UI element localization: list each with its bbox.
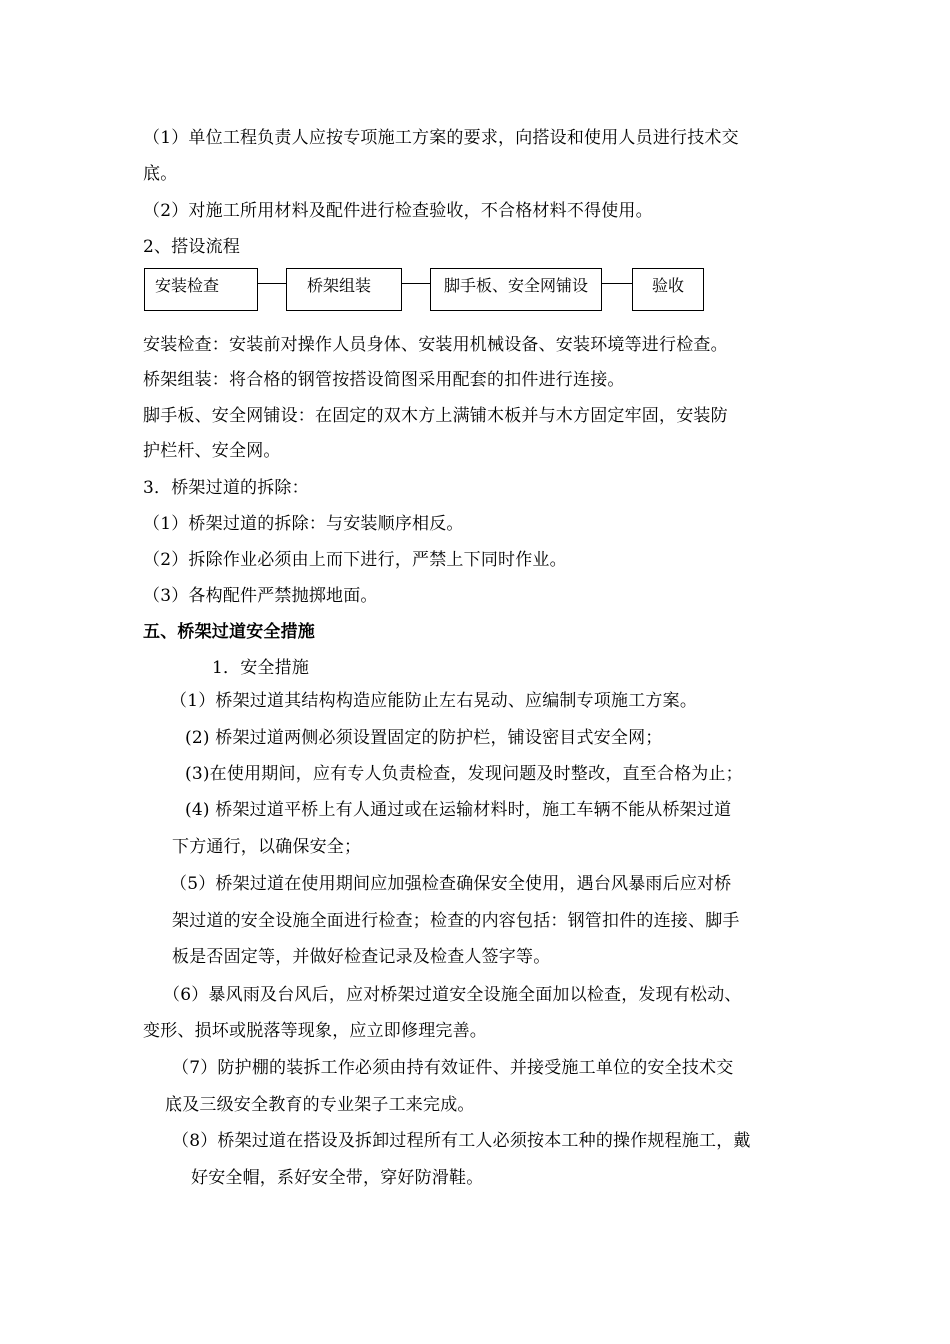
flow-step-install-check: 安装检查 [144, 268, 258, 311]
removal-item-2: （2）拆除作业必须由上而下进行，严禁上下同时作业。 [143, 550, 567, 570]
removal-item-3: （3）各构配件严禁抛掷地面。 [143, 586, 378, 606]
section-5-subtitle: 1．安全措施 [212, 658, 310, 678]
measure-7-line-2: 底及三级安全教育的专业架子工来完成。 [165, 1095, 475, 1115]
measure-4-line-2: 下方通行，以确保安全； [172, 837, 362, 857]
measure-5-line-3: 板是否固定等，并做好检查记录及检查人签字等。 [172, 947, 551, 967]
removal-title: 3．桥架过道的拆除： [143, 478, 309, 498]
measure-1: （1）桥架过道其结构构造应能防止左右晃动、应编制专项施工方案。 [170, 691, 698, 711]
measure-8-line-2: 好安全帽，系好安全带，穿好防滑鞋。 [191, 1168, 484, 1188]
measure-8-line-1: （8）桥架过道在搭设及拆卸过程所有工人必须按本工种的操作规程施工，戴 [172, 1131, 751, 1151]
flow-step-acceptance: 验收 [632, 268, 704, 311]
measure-5-line-2: 架过道的安全设施全面进行检查；检查的内容包括：钢管扣件的连接、脚手 [172, 911, 740, 931]
flow-connector-3 [602, 283, 632, 284]
paragraph-1-line-2: 底。 [143, 164, 178, 184]
measure-5-line-1: （5）桥架过道在使用期间应加强检查确保安全使用，遇台风暴雨后应对桥 [170, 874, 732, 894]
measure-2: (2) 桥架过道两侧必须设置固定的防护栏，铺设密目式安全网； [185, 728, 663, 748]
measure-7-line-1: （7）防护棚的装拆工作必须由持有效证件、并接受施工单位的安全技术交 [172, 1058, 734, 1078]
description-scaffold-line-2: 护栏杆、安全网。 [143, 441, 281, 461]
section-5-title: 五、桥架过道安全措施 [143, 622, 315, 642]
description-scaffold-line-1: 脚手板、安全网铺设：在固定的双木方上满铺木板并与木方固定牢固，安装防 [143, 406, 728, 426]
paragraph-2: （2）对施工所用材料及配件进行检查验收，不合格材料不得使用。 [143, 201, 653, 221]
removal-item-1: （1）桥架过道的拆除：与安装顺序相反。 [143, 514, 464, 534]
flow-step-scaffold-net: 脚手板、安全网铺设 [430, 268, 602, 311]
description-bridge-assembly: 桥架组装：将合格的钢管按搭设简图采用配套的扣件进行连接。 [143, 370, 625, 390]
measure-4-line-1: (4) 桥架过道平桥上有人通过或在运输材料时，施工车辆不能从桥架过道 [185, 800, 732, 820]
flow-connector-1 [258, 283, 286, 284]
description-install-check: 安装检查：安装前对操作人员身体、安装用机械设备、安装环境等进行检查。 [143, 335, 728, 355]
measure-6-line-1: （6）暴风雨及台风后，应对桥架过道安全设施全面加以检查，发现有松动、 [163, 985, 742, 1005]
paragraph-1-line-1: （1）单位工程负责人应按专项施工方案的要求，向搭设和使用人员进行技术交 [143, 128, 739, 148]
flow-connector-2 [402, 283, 430, 284]
measure-3: (3)在使用期间，应有专人负责检查，发现问题及时整改，直至合格为止； [185, 764, 743, 784]
flow-step-bridge-assembly: 桥架组装 [286, 268, 402, 311]
section-2-title: 2、搭设流程 [143, 237, 241, 257]
measure-6-line-2: 变形、损坏或脱落等现象，应立即修理完善。 [143, 1021, 487, 1041]
